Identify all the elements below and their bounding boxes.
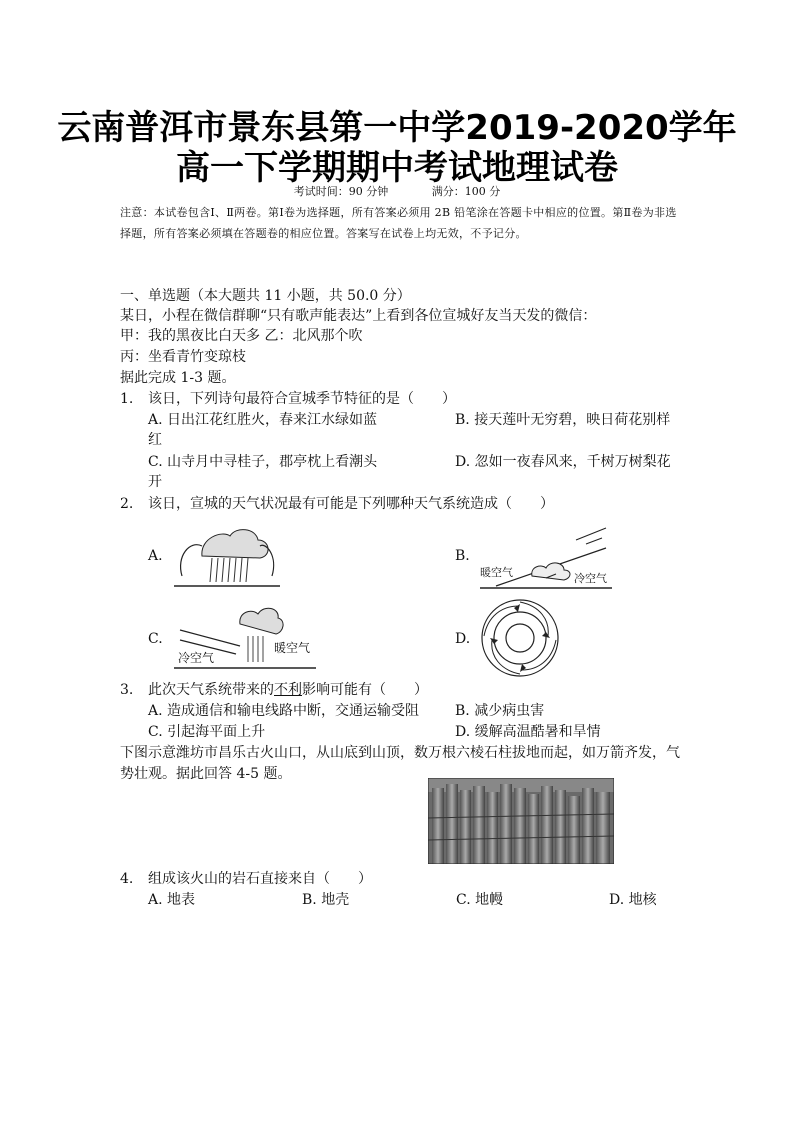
passage2-line2: 势壮观。据此回答 4-5 题。 xyxy=(120,766,292,782)
q2-option-a: A. xyxy=(148,548,163,564)
q2-option-b: B. xyxy=(455,548,470,564)
q1-stem: 该日，下列诗句最符合宣城季节特征的是（ ） xyxy=(148,391,456,407)
q3-stem xyxy=(148,680,428,700)
passage1-line4: 据此完成 1-3 题。 xyxy=(120,370,236,386)
q3-option-b: B. 减少病虫害 xyxy=(455,703,545,719)
q3-option-c: C. 引起海平面上升 xyxy=(148,724,266,740)
fig-b-warm-label: 暖空气 xyxy=(480,566,513,579)
q1-option-a: A. 日出江花红胜火，春来江水绿如蓝 xyxy=(148,412,378,428)
fig-b-cold-label: 冷空气 xyxy=(574,572,607,585)
q1-option-b: B. 接天莲叶无穷碧，映日荷花别样 xyxy=(455,412,671,428)
convection-storm-figure xyxy=(172,516,282,590)
q4-stem: 组成该火山的岩石直接来自（ ） xyxy=(148,871,372,887)
q3-option-d: D. 缓解高温酷暑和旱情 xyxy=(455,724,601,740)
exam-notice: 注意：本试卷包含Ⅰ、Ⅱ两卷。第Ⅰ卷为选择题，所有答案必须用 2B 铅笔涂在答题卡中相应的位置。第Ⅱ卷为非选择题，所有答案必须填在答题卷的相应位置。答案写在试卷上均无效，不予记分。 xyxy=(120,206,677,240)
exam-time: 考试时间：90 分钟 xyxy=(293,185,389,198)
exam-title-line2: 高一下学期期中考试地理试卷 xyxy=(176,148,618,188)
cyclone-isobar-figure xyxy=(478,596,562,680)
q1-option-b-wrap: 红 xyxy=(148,432,162,448)
warm-front-figure xyxy=(170,600,320,672)
passage1-line1: 某日，小程在微信群聊“只有歌声能表达”上看到各位宣城好友当天发的微信： xyxy=(120,308,597,324)
q1-option-d: D. 忽如一夜春风来，千树万树梨花 xyxy=(455,454,671,470)
q4-number: 4. xyxy=(120,871,134,887)
q3-number: 3. xyxy=(120,682,134,698)
basalt-columns-photo xyxy=(428,778,614,864)
q4-option-a: A. 地表 xyxy=(148,892,196,908)
q4-option-b: B. 地壳 xyxy=(302,892,350,908)
passage2-line1: 下图示意潍坊市昌乐古火山口，从山底到山顶，数万根六棱石柱拔地而起，如万箭齐发，气 xyxy=(120,745,680,761)
exam-title-line1: 云南普洱市景东县第一中学2019-2020学年 xyxy=(57,108,737,148)
cold-front-figure xyxy=(476,518,616,592)
q3-stem-pre: 此次天气系统带来的 xyxy=(148,682,274,698)
q4-option-c: C. 地幔 xyxy=(456,892,504,908)
q2-stem: 该日，宣城的天气状况最有可能是下列哪种天气系统造成（ ） xyxy=(148,496,554,512)
q1-option-d-wrap: 开 xyxy=(148,474,162,490)
q1-option-c: C. 山寺月中寻桂子，郡亭枕上看潮头 xyxy=(148,454,378,470)
passage1-line3: 丙：坐看青竹变琼枝 xyxy=(120,349,246,365)
section-heading: 一、单选题（本大题共 11 小题，共 50.0 分） xyxy=(120,288,411,304)
exam-meta xyxy=(0,183,794,199)
q1-number: 1. xyxy=(120,391,134,407)
q2-option-d: D. xyxy=(455,631,471,647)
q3-option-a: A. 造成通信和输电线路中断，交通运输受阻 xyxy=(148,703,420,719)
full-score: 满分：100 分 xyxy=(431,185,501,198)
fig-c-cold-label: 冷空气 xyxy=(178,651,215,665)
q3-stem-underlined: 不利 xyxy=(274,682,302,698)
passage1-line2: 甲：我的黑夜比白天多 乙：北风那个吹 xyxy=(120,328,363,344)
fig-c-warm-label: 暖空气 xyxy=(274,641,311,655)
q3-stem-post: 影响可能有（ ） xyxy=(302,682,428,698)
q2-number: 2. xyxy=(120,496,134,512)
q2-option-c: C. xyxy=(148,631,163,647)
q4-option-d: D. 地核 xyxy=(609,892,657,908)
